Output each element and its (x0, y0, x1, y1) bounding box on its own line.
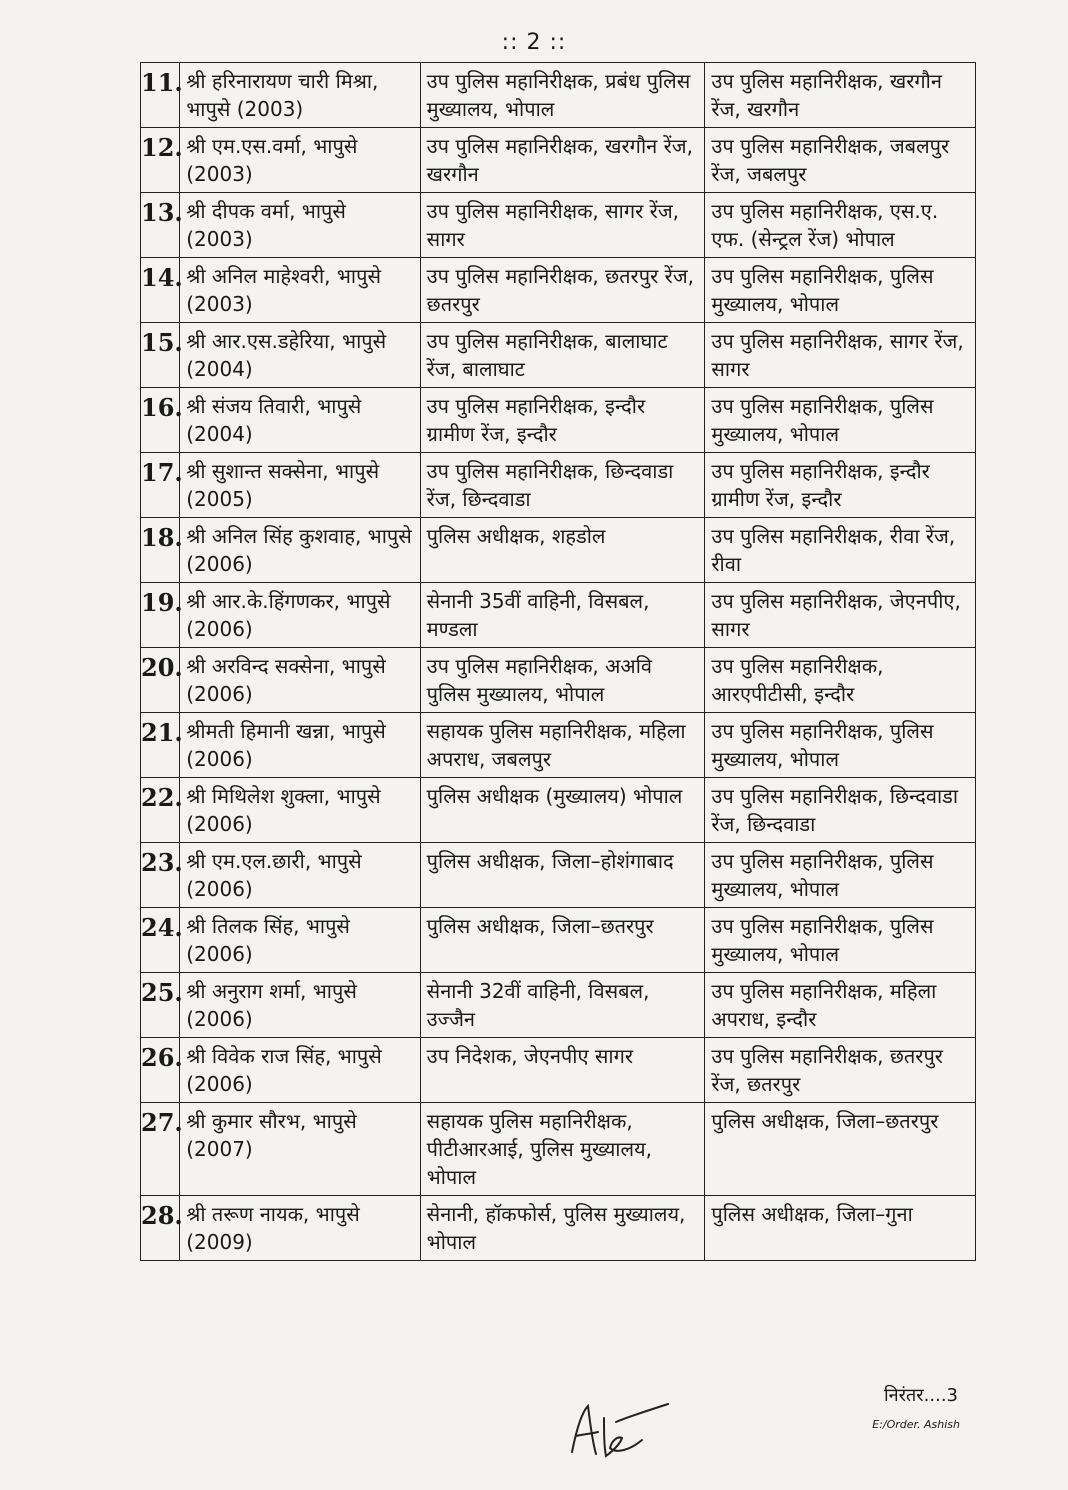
table-row (141, 908, 976, 973)
row-number: 14. (141, 258, 180, 323)
current-posting: उप पुलिस महानिरीक्षक, बालाघाट रेंज, बालाघाट (420, 323, 705, 388)
new-posting: उप पुलिस महानिरीक्षक, इन्दौर ग्रामीण रेंज, इन्दौर (705, 453, 976, 518)
current-posting: उप पुलिस महानिरीक्षक, प्रबंध पुलिस मुख्यालय, भोपाल (420, 63, 705, 128)
current-posting: उप पुलिस महानिरीक्षक, छिन्दवाडा रेंज, छिन्दवाडा (420, 453, 705, 518)
officer-name: श्री एम.एल.छारी, भापुसे (2006) (180, 843, 420, 908)
officer-name: श्री विवेक राज सिंह, भापुसे (2006) (180, 1038, 420, 1103)
row-number: 25. (141, 973, 180, 1038)
file-reference: E:/Order. Ashish (872, 1418, 960, 1431)
page-number: :: 2 :: (501, 30, 567, 55)
current-posting: उप पुलिस महानिरीक्षक, सागर रेंज, सागर (420, 193, 705, 258)
current-posting: पुलिस अधीक्षक (मुख्यालय) भोपाल (420, 778, 705, 843)
row-number: 26. (141, 1038, 180, 1103)
row-number: 23. (141, 843, 180, 908)
row-number: 19. (141, 583, 180, 648)
row-number: 16. (141, 388, 180, 453)
officer-name: श्री संजय तिवारी, भापुसे (2004) (180, 388, 420, 453)
new-posting: उप पुलिस महानिरीक्षक, आरएपीटीसी, इन्दौर (705, 648, 976, 713)
row-number: 22. (141, 778, 180, 843)
officer-name: श्री दीपक वर्मा, भापुसे (2003) (180, 193, 420, 258)
new-posting: उप पुलिस महानिरीक्षक, जेएनपीए, सागर (705, 583, 976, 648)
new-posting: उप पुलिस महानिरीक्षक, पुलिस मुख्यालय, भोपाल (705, 908, 976, 973)
row-number: 13. (141, 193, 180, 258)
officer-name: श्री अनिल माहेश्वरी, भापुसे (2003) (180, 258, 420, 323)
table-row (141, 583, 976, 648)
new-posting: उप पुलिस महानिरीक्षक, छिन्दवाडा रेंज, छिन्दवाडा (705, 778, 976, 843)
transfer-table (140, 62, 976, 1261)
current-posting: सेनानी 35वीं वाहिनी, विसबल, मण्डला (420, 583, 705, 648)
new-posting: उप पुलिस महानिरीक्षक, सागर रेंज, सागर (705, 323, 976, 388)
row-number: 24. (141, 908, 180, 973)
table-row (141, 518, 976, 583)
new-posting: उप पुलिस महानिरीक्षक, पुलिस मुख्यालय, भोपाल (705, 388, 976, 453)
new-posting: पुलिस अधीक्षक, जिला–गुना (705, 1196, 976, 1261)
new-posting: उप पुलिस महानिरीक्षक, एस.ए. एफ. (सेन्ट्रल रेंज) भोपाल (705, 193, 976, 258)
current-posting: पुलिस अधीक्षक, जिला–होशंगाबाद (420, 843, 705, 908)
table-row (141, 63, 976, 128)
officer-name: श्री अनुराग शर्मा, भापुसे (2006) (180, 973, 420, 1038)
new-posting: उप पुलिस महानिरीक्षक, पुलिस मुख्यालय, भोपाल (705, 258, 976, 323)
new-posting: उप पुलिस महानिरीक्षक, खरगौन रेंज, खरगौन (705, 63, 976, 128)
table-row (141, 843, 976, 908)
current-posting: उप पुलिस महानिरीक्षक, अअवि पुलिस मुख्यालय, भोपाल (420, 648, 705, 713)
row-number: 17. (141, 453, 180, 518)
table-row (141, 778, 976, 843)
table-body (141, 63, 976, 1261)
officer-name: श्री तिलक सिंह, भापुसे (2006) (180, 908, 420, 973)
officer-name: श्री आर.एस.डहेरिया, भापुसे (2004) (180, 323, 420, 388)
current-posting: उप पुलिस महानिरीक्षक, इन्दौर ग्रामीण रेंज, इन्दौर (420, 388, 705, 453)
table-row (141, 1038, 976, 1103)
table-row (141, 128, 976, 193)
current-posting: उप निदेशक, जेएनपीए सागर (420, 1038, 705, 1103)
row-number: 15. (141, 323, 180, 388)
table-row (141, 323, 976, 388)
table-row (141, 648, 976, 713)
officer-name: श्री अरविन्द सक्सेना, भापुसे (2006) (180, 648, 420, 713)
signature-image (560, 1392, 680, 1472)
new-posting: उप पुलिस महानिरीक्षक, पुलिस मुख्यालय, भोपाल (705, 713, 976, 778)
new-posting: उप पुलिस महानिरीक्षक, जबलपुर रेंज, जबलपुर (705, 128, 976, 193)
current-posting: उप पुलिस महानिरीक्षक, छतरपुर रेंज, छतरपुर (420, 258, 705, 323)
current-posting: पुलिस अधीक्षक, शहडोल (420, 518, 705, 583)
row-number: 28. (141, 1196, 180, 1261)
officer-name: श्री एम.एस.वर्मा, भापुसे (2003) (180, 128, 420, 193)
new-posting: उप पुलिस महानिरीक्षक, रीवा रेंज, रीवा (705, 518, 976, 583)
row-number: 18. (141, 518, 180, 583)
officer-name: श्री तरूण नायक, भापुसे (2009) (180, 1196, 420, 1261)
new-posting: उप पुलिस महानिरीक्षक, पुलिस मुख्यालय, भोपाल (705, 843, 976, 908)
officer-name: श्री मिथिलेश शुक्ला, भापुसे (2006) (180, 778, 420, 843)
table-row (141, 1103, 976, 1196)
current-posting: सहायक पुलिस महानिरीक्षक, पीटीआरआई, पुलिस मुख्यालय, भोपाल (420, 1103, 705, 1196)
new-posting: उप पुलिस महानिरीक्षक, छतरपुर रेंज, छतरपुर (705, 1038, 976, 1103)
current-posting: उप पुलिस महानिरीक्षक, खरगौन रेंज, खरगौन (420, 128, 705, 193)
table-row (141, 973, 976, 1038)
officer-name: श्री अनिल सिंह कुशवाह, भापुसे (2006) (180, 518, 420, 583)
continued-note: निरंतर....3 (884, 1385, 958, 1406)
row-number: 12. (141, 128, 180, 193)
current-posting: सहायक पुलिस महानिरीक्षक, महिला अपराध, जबलपुर (420, 713, 705, 778)
table-row (141, 713, 976, 778)
current-posting: पुलिस अधीक्षक, जिला–छतरपुर (420, 908, 705, 973)
row-number: 11. (141, 63, 180, 128)
table-row (141, 258, 976, 323)
row-number: 20. (141, 648, 180, 713)
row-number: 27. (141, 1103, 180, 1196)
current-posting: सेनानी, हॉकफोर्स, पुलिस मुख्यालय, भोपाल (420, 1196, 705, 1261)
officer-name: श्री हरिनारायण चारी मिश्रा, भापुसे (2003) (180, 63, 420, 128)
current-posting: सेनानी 32वीं वाहिनी, विसबल, उज्जैन (420, 973, 705, 1038)
officer-name: श्रीमती हिमानी खन्ना, भापुसे (2006) (180, 713, 420, 778)
new-posting: उप पुलिस महानिरीक्षक, महिला अपराध, इन्दौर (705, 973, 976, 1038)
new-posting: पुलिस अधीक्षक, जिला–छतरपुर (705, 1103, 976, 1196)
officer-name: श्री कुमार सौरभ, भापुसे (2007) (180, 1103, 420, 1196)
table-row (141, 453, 976, 518)
officer-name: श्री आर.के.हिंगणकर, भापुसे (2006) (180, 583, 420, 648)
row-number: 21. (141, 713, 180, 778)
table-row (141, 1196, 976, 1261)
table-row (141, 193, 976, 258)
officer-name: श्री सुशान्त सक्सेना, भापुसे (2005) (180, 453, 420, 518)
table-row (141, 388, 976, 453)
